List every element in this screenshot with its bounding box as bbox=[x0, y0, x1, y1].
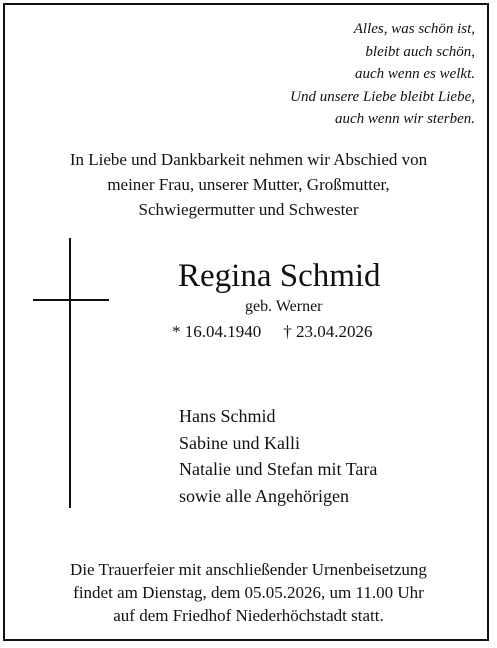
poem-line: bleibt auch schön, bbox=[365, 43, 475, 60]
mourner-line: Hans Schmid bbox=[179, 406, 276, 426]
service-details bbox=[0, 558, 497, 627]
life-dates bbox=[172, 321, 373, 343]
mourner-line: sowie alle Angehörigen bbox=[179, 485, 349, 506]
poem-line: auch wenn wir sterben. bbox=[335, 111, 475, 127]
poem-line: auch wenn es welkt. bbox=[355, 66, 475, 82]
mourner-line: Natalie und Stefan mit Tara bbox=[179, 459, 378, 479]
cross-horizontal-bar bbox=[33, 299, 109, 301]
poem bbox=[290, 18, 475, 131]
poem-line: Alles, was schön ist, bbox=[353, 21, 475, 37]
maiden-name: geb. Werner bbox=[245, 298, 323, 315]
service-line: Die Trauerfeier mit anschließender Urnenbeisetzung bbox=[70, 560, 427, 579]
intro-line: In Liebe und Dankbarkeit nehmen wir Abschied von bbox=[69, 150, 428, 169]
intro-line: Schwiegermutter und Schwester bbox=[138, 200, 359, 219]
service-line: auf dem Friedhof Niederhöchstadt statt. bbox=[113, 606, 384, 625]
service-line: findet am Dienstag, dem 05.05.2026, um 11.00 Uhr bbox=[73, 583, 424, 602]
intro-line: meiner Frau, unserer Mutter, Großmutter, bbox=[107, 175, 390, 194]
poem-line: Und unsere Liebe bleibt Liebe, bbox=[290, 88, 475, 105]
birth-date: * 16.04.1940 bbox=[172, 322, 262, 341]
deceased-name: Regina Schmid bbox=[178, 258, 381, 294]
mourner-line: Sabine und Kalli bbox=[179, 432, 300, 453]
mourners-list bbox=[179, 403, 377, 509]
cross-vertical-bar bbox=[69, 238, 71, 508]
intro-text bbox=[0, 147, 497, 222]
death-date: † 23.04.2026 bbox=[283, 322, 373, 341]
